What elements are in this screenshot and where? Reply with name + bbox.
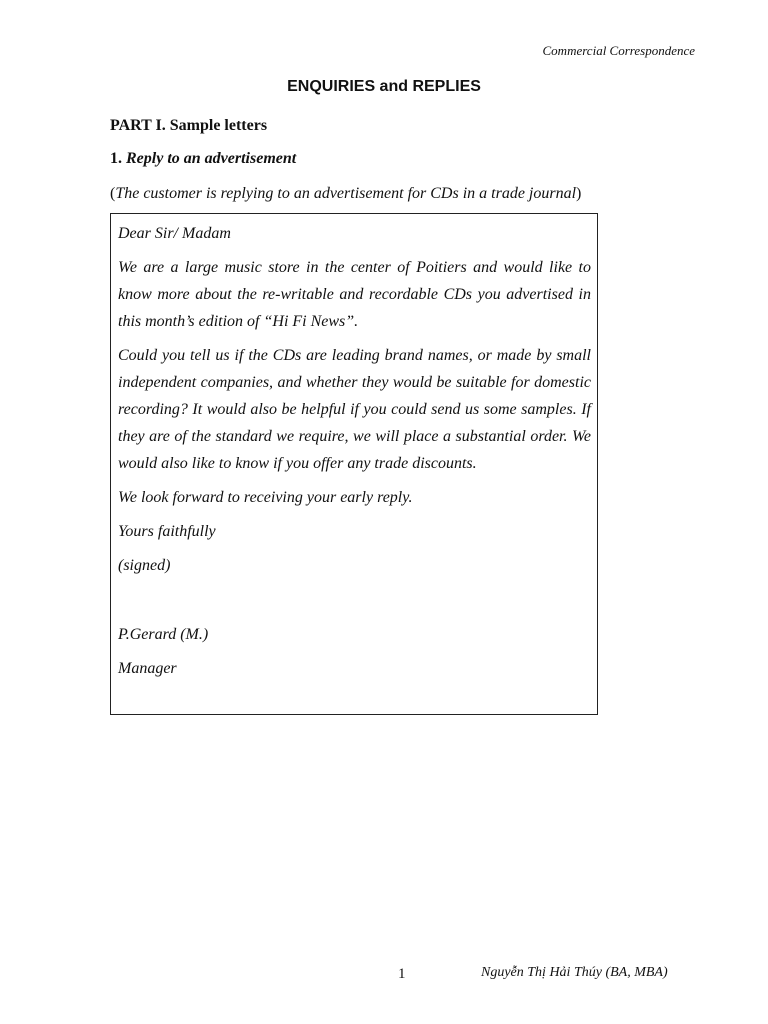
letter-box [110,213,598,715]
document-title: ENQUIRIES and REPLIES [287,78,481,95]
section-heading [110,150,296,168]
running-header: Commercial Correspondence [542,43,695,58]
signatory-title: Manager [118,660,177,677]
section-number: 1. [110,150,122,167]
context-open-paren: ( [110,185,116,202]
section-title: Reply to an advertisement [126,150,297,167]
letter-paragraph-3: We look forward to receiving your early reply. [118,489,413,506]
letter-paragraph-1: We are a large music store in the center of Poitiers and would like to know more about the re-writable and recordable CDs you advertised in this month’s edition of “Hi Fi News”. [118,259,591,330]
context-text: The customer is replying to an advertisement for CDs in a trade journal [115,185,577,202]
context-close-paren: ) [576,185,582,202]
letter-signed: (signed) [118,557,171,574]
context-line [110,185,581,203]
part-heading: PART I. Sample letters [110,117,268,134]
signatory-name: P.Gerard (M.) [118,626,209,643]
letter-paragraph-2: Could you tell us if the CDs are leading brand names, or made by small independent companies, and whether they would be suitable for domestic recording? It would also be helpful if you could send us some samples. If they are of the standard we require, we will place a substantial order. We would also like to know if you offer any trade discounts. [118,347,591,472]
footer-author: Nguyễn Thị Hải Thúy (BA, MBA) [481,965,668,980]
page-number: 1 [398,966,406,982]
signature-space [118,586,591,621]
letter-salutation: Dear Sir/ Madam [118,225,231,242]
letter-closing: Yours faithfully [118,523,216,540]
